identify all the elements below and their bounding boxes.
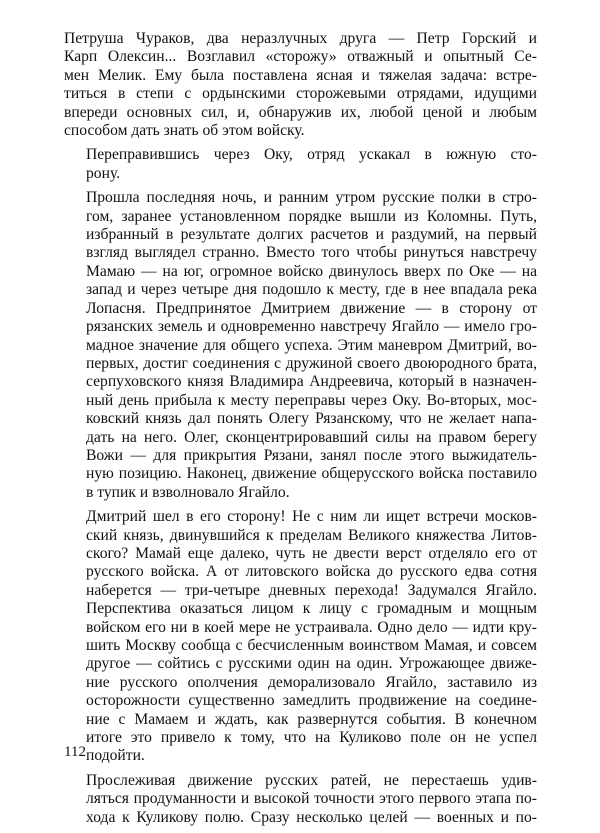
text-line: мадное значение для общего успеха. Этим маневром Дмитрий, во- — [86, 336, 537, 354]
text-line: ковский князь дал понять Олегу Рязанскому, что не желает напа- — [86, 410, 537, 428]
text-line: запад и через четыре дня подошло к месту, где в нее впадала река — [86, 281, 537, 299]
paragraph-5 — [64, 772, 537, 827]
text-line: наберется — три-четыре дневных перехода! Задумался Ягайло. — [86, 581, 537, 599]
text-line: дать на него. Олег, сконцентрировавший силы на правом берегу — [86, 428, 537, 446]
text-line: в тупик и взволновало Ягайло. — [86, 483, 290, 501]
paragraph-3 — [64, 189, 537, 502]
page-body — [64, 30, 537, 833]
text-line: ную позицию. Наконец, движение общерусского войска поставило — [86, 465, 537, 483]
text-line: первых, достиг соединения с дружиной своего двоюродного брата, — [86, 354, 537, 372]
text-line: хода к Куликову полю. Сразу несколько целей — военных и по- — [86, 808, 537, 826]
text-line: шить Москву сообща с бесчисленным воинством Мамая, и совсем — [86, 637, 537, 654]
text-line: ский князь, двинувшийся к пределам Великого княжества Литов- — [86, 526, 537, 544]
text-line: Лопасня. Предпринятое Дмитрием движение — в сторону от — [86, 299, 537, 317]
text-line: гом, заранее установленном порядке вышли из Коломны. Путь, — [86, 207, 537, 225]
text-line: Прослеживая движение русских ратей, не перестаешь удив- — [86, 771, 537, 789]
text-line: титься в степи с ордынскими сторожевыми отрядами, идущими — [64, 85, 537, 103]
text-line: взгляд выглядел странно. Вместо того чтобы ринуться навстречу — [86, 244, 537, 262]
text-line: Карп Олексин... Возглавил «сторожу» отважный и опытный Се- — [64, 48, 537, 66]
text-line: Переправившись через Оку, отряд ускакал в южную сто- — [86, 146, 537, 164]
text-line: избранный в результате долгих расчетов и раздумий, на первый — [86, 226, 537, 244]
paragraph-2 — [64, 146, 537, 183]
text-line: мен Мелик. Ему была поставлена ясная и тяжелая задача: встре- — [64, 66, 537, 84]
text-line: впереди основных сил, и, обнаружив их, любой ценой и любым — [64, 103, 537, 121]
text-line: другое — сойтись с русскими один на один. Угрожающее движе- — [86, 655, 537, 673]
text-line: ского? Мамай еще далеко, чуть не двести верст отделяло его от — [86, 544, 537, 562]
text-line: русского войска. А от литовского войска до русского едва сотня — [86, 563, 537, 581]
text-line: осторожности существенно замедлить продвижение на соедине- — [86, 692, 537, 710]
text-line: Петруша Чураков, два неразлучных друга — Петр Горский и — [64, 30, 537, 47]
text-line: войском его ни в коей мере не устраивала. Одно дело — идти кру- — [86, 618, 537, 636]
text-line: ние с Мамаем и ждать, как развернутся события. В конечном — [86, 710, 537, 728]
page-number: 112 — [64, 744, 86, 760]
text-line: подойти. — [86, 747, 145, 765]
text-line: Дмитрий шел в его сторону! Не с ним ли ищет встречи москов- — [86, 508, 537, 526]
paragraph-4 — [64, 508, 537, 766]
text-line: рязанских земель и одновременно навстречу Ягайло — имело гро- — [86, 318, 537, 336]
paragraph-1 — [64, 30, 537, 140]
text-line: Перспектива оказаться лицом к лицу с громадным и мощным — [86, 600, 537, 618]
text-line: рону. — [86, 164, 121, 182]
text-line: Вожи — для прикрытия Рязани, занял после этого выжидатель- — [86, 446, 537, 464]
text-line: Мамаю — на юг, огромное войско двинулось вверх по Оке — на — [86, 262, 537, 280]
text-line: ние русского ополчения деморализовало Ягайло, заставило из — [86, 673, 537, 691]
text-line: серпуховского князя Владимира Андреевича, который в назначен- — [86, 373, 537, 391]
text-line: Прошла последняя ночь, и ранним утром русские полки в стро- — [86, 189, 537, 207]
text-line: ный день прибыла к месту переправы через Оку. Во-вторых, мос- — [86, 391, 537, 409]
text-line: способом дать знать об этом войску. — [64, 122, 305, 140]
text-line: ляться продуманности и высокой точности этого первого этапа по- — [86, 790, 537, 808]
text-line: итоге это привело к тому, что на Куликово поле он не успел — [86, 729, 537, 747]
